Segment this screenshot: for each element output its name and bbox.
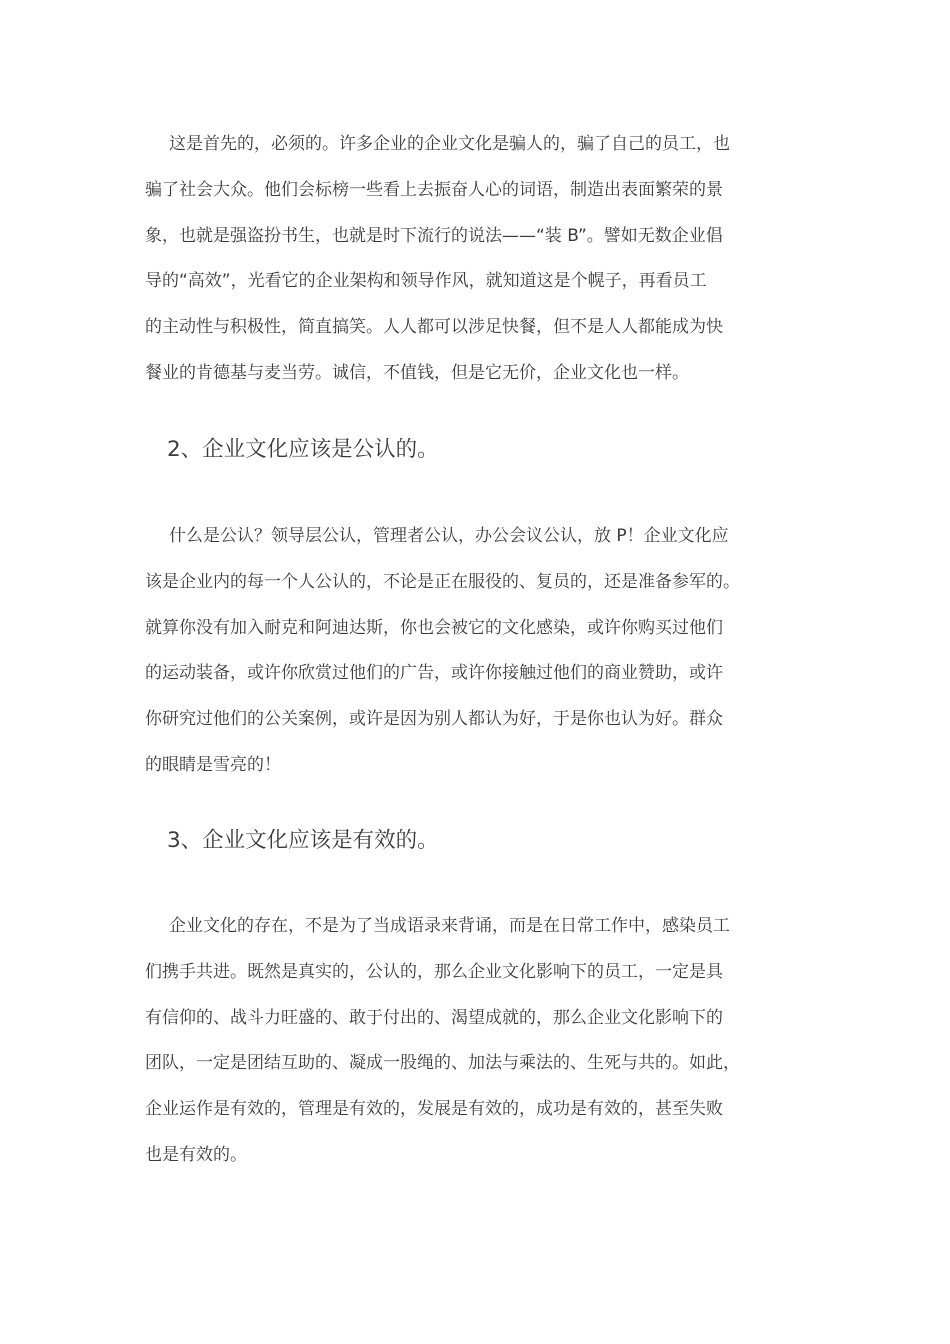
paragraph-line: 也是有效的。 [145, 1144, 247, 1165]
paragraph-line: 有信仰的、战斗力旺盛的、敢于付出的、渴望成就的，那么企业文化影响下的 [145, 1007, 723, 1028]
paragraph-line: 餐业的肯德基与麦当劳。诚信，不值钱，但是它无价，企业文化也一样。 [145, 362, 689, 383]
paragraph-line: 的眼睛是雪亮的！ [145, 754, 281, 775]
paragraph-recognition [145, 514, 740, 789]
paragraph-line: 这是首先的，必须的。许多企业的企业文化是骗人的，骗了自己的员工，也 [169, 134, 730, 154]
paragraph-line: 导的“高效”，光看它的企业架构和领导作风，就知道这是个幌子，再看员工 [145, 271, 707, 292]
paragraph-line: 企业文化的存在，不是为了当成语录来背诵，而是在日常工作中，感染员工 [169, 916, 730, 936]
paragraph-line: 们携手共进。既然是真实的，公认的，那么企业文化影响下的员工，一定是具 [145, 961, 723, 982]
paragraph-line: 的主动性与积极性，简直搞笑。人人都可以涉足快餐，但不是人人都能成为快 [145, 317, 723, 338]
paragraph-line: 你研究过他们的公关案例，或许是因为别人都认为好，于是你也认为好。群众 [145, 709, 723, 730]
paragraph-effectiveness [145, 904, 740, 1179]
paragraph-line: 企业运作是有效的，管理是有效的，发展是有效的，成功是有效的，甚至失败 [145, 1099, 723, 1120]
section-heading-3: 3、企业文化应该是有效的。 [167, 828, 439, 853]
paragraph-line: 团队，一定是团结互助的、凝成一股绳的、加法与乘法的、生死与共的。如此， [145, 1053, 740, 1074]
section-heading-2: 2、企业文化应该是公认的。 [167, 437, 439, 462]
paragraph-line: 骗了社会大众。他们会标榜一些看上去振奋人心的词语，制造出表面繁荣的景 [145, 179, 723, 200]
paragraph-line: 的运动装备，或许你欣赏过他们的广告，或许你接触过他们的商业赞助，或许 [145, 663, 723, 684]
paragraph-line: 什么是公认？领导层公认，管理者公认，办公会议公认，放 P！企业文化应 [169, 526, 729, 546]
paragraph-line: 该是企业内的每一个人公认的，不论是正在服役的、复员的，还是准备参军的。 [145, 571, 740, 592]
paragraph-line: 象，也就是强盗扮书生，也就是时下流行的说法——“装 B”。譬如无数企业倡 [145, 225, 723, 246]
paragraph-authenticity [145, 122, 730, 397]
paragraph-line: 就算你没有加入耐克和阿迪达斯，你也会被它的文化感染，或许你购买过他们 [145, 617, 723, 638]
